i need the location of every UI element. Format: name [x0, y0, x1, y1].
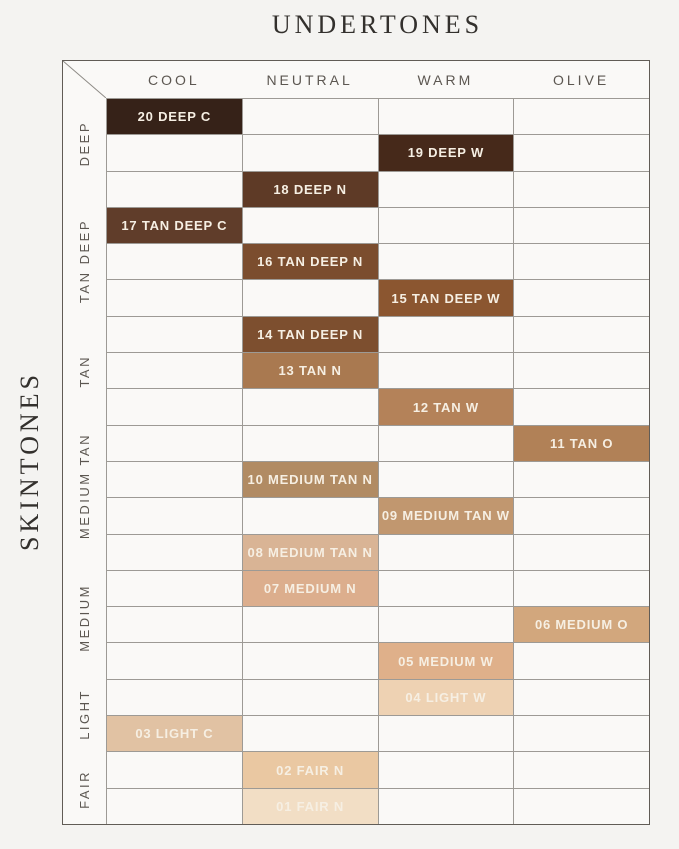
shade-swatch	[243, 353, 378, 388]
shade-cell-empty	[243, 208, 378, 243]
row-group-medium	[63, 561, 106, 674]
shade-swatch	[243, 752, 378, 787]
shade-label: 12 TAN W	[412, 399, 479, 415]
shade-cell-empty	[107, 680, 242, 715]
shade-cell-empty	[514, 680, 649, 715]
shade-cell-empty	[379, 244, 514, 279]
undertone-header-row	[106, 61, 649, 98]
shade-label: 16 TAN DEEP N	[257, 254, 364, 270]
shade-cell-empty	[379, 426, 514, 461]
shade-swatch	[243, 535, 378, 570]
shade-label: 20 DEEP C	[137, 109, 212, 125]
shade-cell-empty	[243, 389, 378, 424]
shade-cell-empty	[379, 208, 514, 243]
shade-cell-empty	[514, 244, 649, 279]
shade-cell-empty	[107, 135, 242, 170]
shade-cell-empty	[107, 172, 242, 207]
shade-cell-empty	[107, 244, 242, 279]
shade-cell-empty	[107, 426, 242, 461]
shade-swatch	[243, 571, 378, 606]
shade-cell-empty	[107, 607, 242, 642]
column-header-olive: OLIVE	[553, 71, 610, 88]
y-axis-title: SKINTONES	[15, 371, 44, 551]
shade-swatch	[379, 680, 514, 715]
shade-swatch	[107, 99, 242, 134]
shade-cell-empty	[514, 389, 649, 424]
shade-swatch	[107, 716, 242, 751]
shade-label: 11 TAN O	[550, 435, 614, 451]
chart-title: UNDERTONES	[271, 10, 484, 39]
shade-cell-empty	[243, 99, 378, 134]
chart-frame	[62, 60, 650, 825]
shade-cell-empty	[514, 498, 649, 533]
shade-cell-empty	[243, 498, 378, 533]
row-group-tan	[63, 333, 106, 411]
shade-swatch	[379, 280, 514, 315]
shade-cell-empty	[514, 716, 649, 751]
shade-cell-empty	[243, 280, 378, 315]
shade-cell-empty	[514, 643, 649, 678]
shade-cell-empty	[107, 389, 242, 424]
shade-label: 14 TAN DEEP N	[257, 326, 364, 342]
shade-cell-empty	[379, 462, 514, 497]
shade-cell-empty	[107, 353, 242, 388]
shade-cell-empty	[379, 172, 514, 207]
shade-label: 13 TAN N	[278, 363, 342, 379]
shade-label: 09 MEDIUM TAN W	[381, 508, 510, 524]
shade-swatch	[514, 426, 649, 461]
shade-cell-empty	[107, 571, 242, 606]
shade-label: 07 MEDIUM N	[263, 581, 357, 597]
shade-swatch	[243, 172, 378, 207]
shade-cell-empty	[514, 99, 649, 134]
shade-cell-empty	[514, 571, 649, 606]
shade-cell-empty	[379, 789, 514, 824]
shade-cell-empty	[514, 280, 649, 315]
shade-swatch	[379, 643, 514, 678]
shade-label: 10 MEDIUM TAN N	[247, 472, 373, 488]
shade-cell-empty	[379, 99, 514, 134]
shade-cell-empty	[107, 498, 242, 533]
shade-label: 06 MEDIUM O	[534, 617, 629, 633]
shade-swatch	[243, 317, 378, 352]
shade-cell-empty	[243, 426, 378, 461]
shade-cell-empty	[514, 752, 649, 787]
shade-cell-empty	[107, 535, 242, 570]
shade-cell-empty	[379, 716, 514, 751]
shade-swatch	[379, 135, 514, 170]
shade-cell-empty	[514, 172, 649, 207]
shade-label: 19 DEEP W	[407, 145, 485, 161]
row-group-tan-deep	[63, 188, 106, 332]
shade-swatch	[243, 789, 378, 824]
shade-cell-empty	[379, 752, 514, 787]
shade-cell-empty	[243, 135, 378, 170]
shade-label: 18 DEEP N	[273, 181, 347, 197]
shade-cell-empty	[107, 462, 242, 497]
shade-label: 03 LIGHT C	[135, 726, 214, 742]
column-header-warm: WARM	[417, 71, 474, 88]
shade-cell-empty	[107, 752, 242, 787]
shade-cell-empty	[243, 680, 378, 715]
skintone-label-column	[63, 98, 106, 824]
shade-cell-empty	[107, 643, 242, 678]
shade-label: 15 TAN DEEP W	[391, 290, 501, 306]
shade-cell-empty	[107, 317, 242, 352]
shade-grid	[106, 98, 649, 824]
column-header-neutral: NEUTRAL	[266, 71, 353, 88]
shade-swatch	[379, 389, 514, 424]
row-group-deep	[63, 98, 106, 188]
shade-cell-empty	[107, 789, 242, 824]
shade-cell-empty	[514, 317, 649, 352]
shade-cell-empty	[514, 535, 649, 570]
shade-cell-empty	[514, 462, 649, 497]
shade-label: 05 MEDIUM W	[398, 653, 494, 669]
y-axis-title-wrap	[4, 97, 56, 825]
shade-cell-empty	[379, 353, 514, 388]
shade-cell-empty	[514, 353, 649, 388]
shade-label: 17 TAN DEEP C	[121, 218, 228, 234]
shade-label: 04 LIGHT W	[405, 689, 487, 705]
shade-swatch	[107, 208, 242, 243]
shade-cell-empty	[379, 607, 514, 642]
shade-cell-empty	[243, 643, 378, 678]
row-group-label: FAIR	[77, 770, 92, 809]
shade-cell-empty	[379, 535, 514, 570]
row-group-label: MEDIUM TAN	[77, 432, 92, 539]
shade-swatch	[243, 244, 378, 279]
shade-swatch	[379, 498, 514, 533]
shade-swatch	[243, 462, 378, 497]
shade-cell-empty	[514, 789, 649, 824]
row-group-label: DEEP	[77, 120, 92, 166]
row-group-medium-tan	[63, 410, 106, 561]
shade-cell-empty	[107, 280, 242, 315]
corner-diagonal-line	[63, 61, 106, 98]
shade-label: 02 FAIR N	[276, 762, 345, 778]
shade-cell-empty	[243, 716, 378, 751]
row-group-label: MEDIUM	[77, 583, 92, 652]
row-group-fair	[63, 755, 106, 824]
shade-label: 01 FAIR N	[276, 798, 345, 814]
shade-cell-empty	[243, 607, 378, 642]
row-group-label: TAN DEEP	[77, 218, 92, 303]
row-group-label: TAN	[77, 355, 92, 388]
shade-swatch	[514, 607, 649, 642]
row-group-label: LIGHT	[77, 689, 92, 741]
shade-cell-empty	[514, 135, 649, 170]
shade-cell-empty	[379, 571, 514, 606]
shade-cell-empty	[514, 208, 649, 243]
row-group-light	[63, 674, 106, 755]
shade-cell-empty	[379, 317, 514, 352]
shade-label: 08 MEDIUM TAN N	[247, 544, 373, 560]
column-header-cool: COOL	[148, 71, 200, 88]
